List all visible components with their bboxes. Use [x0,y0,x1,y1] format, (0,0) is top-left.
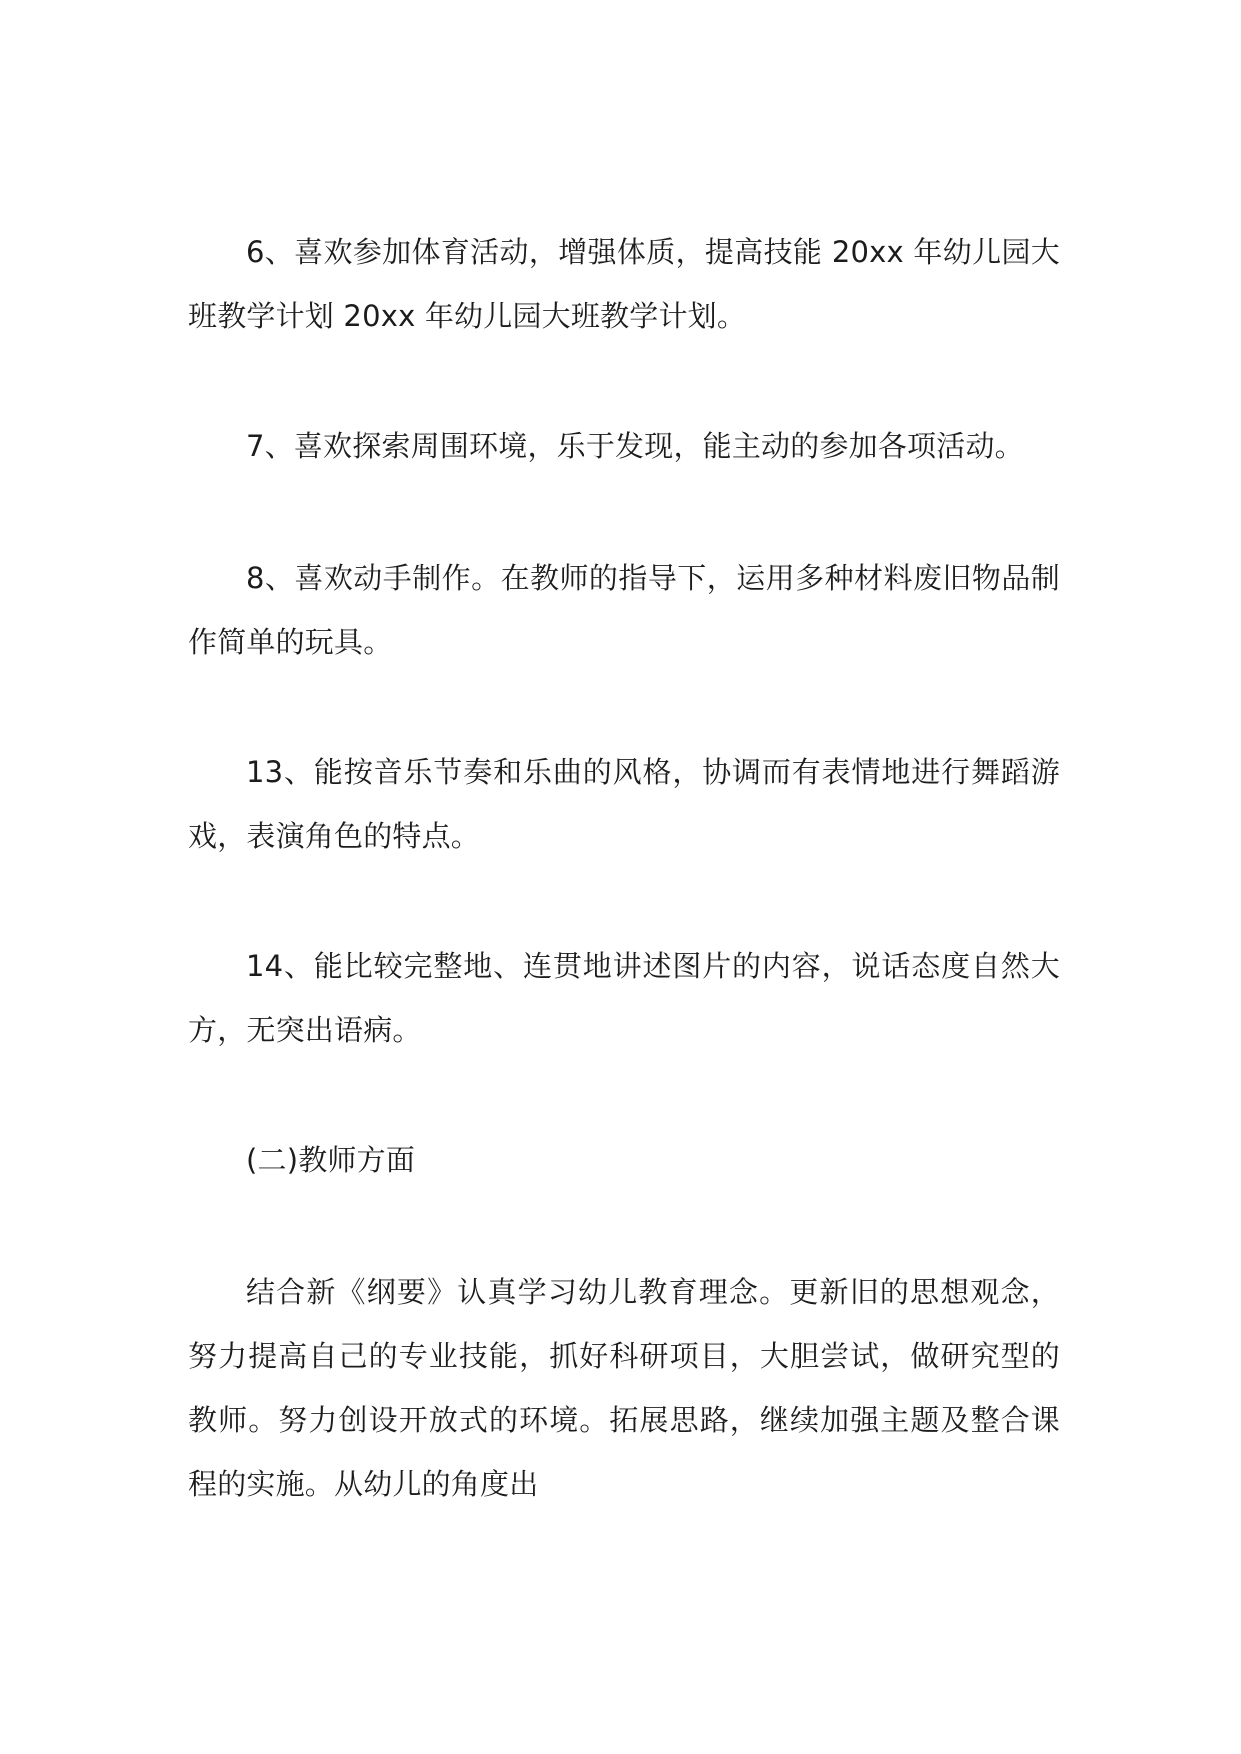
paragraph-item-14: 14、能比较完整地、连贯地讲述图片的内容，说话态度自然大方，无突出语病。 [188,949,1060,1047]
paragraph-item-6: 6、喜欢参加体育活动，增强体质，提高技能 20xx 年幼儿园大班教学计划 20xx 年幼儿园大班教学计划。 [188,235,1060,333]
paragraph-item-13: 13、能按音乐节奏和乐曲的风格，协调而有表情地进行舞蹈游戏，表演角色的特点。 [188,755,1060,853]
section-heading-teacher: (二)教师方面 [246,1143,416,1177]
paragraph-teacher-plan: 结合新《纲要》认真学习幼儿教育理念。更新旧的思想观念，努力提高自己的专业技能，抓好科研项目，大胆尝试，做研究型的教师。努力创设开放式的环境。拓展思路，继续加强主题及整合课程的实施。从幼儿的角度出 [188,1275,1060,1501]
paragraph-item-7: 7、喜欢探索周围环境，乐于发现，能主动的参加各项活动。 [246,429,1024,463]
paragraph-item-8: 8、喜欢动手制作。在教师的指导下，运用多种材料废旧物品制作简单的玩具。 [188,561,1060,659]
